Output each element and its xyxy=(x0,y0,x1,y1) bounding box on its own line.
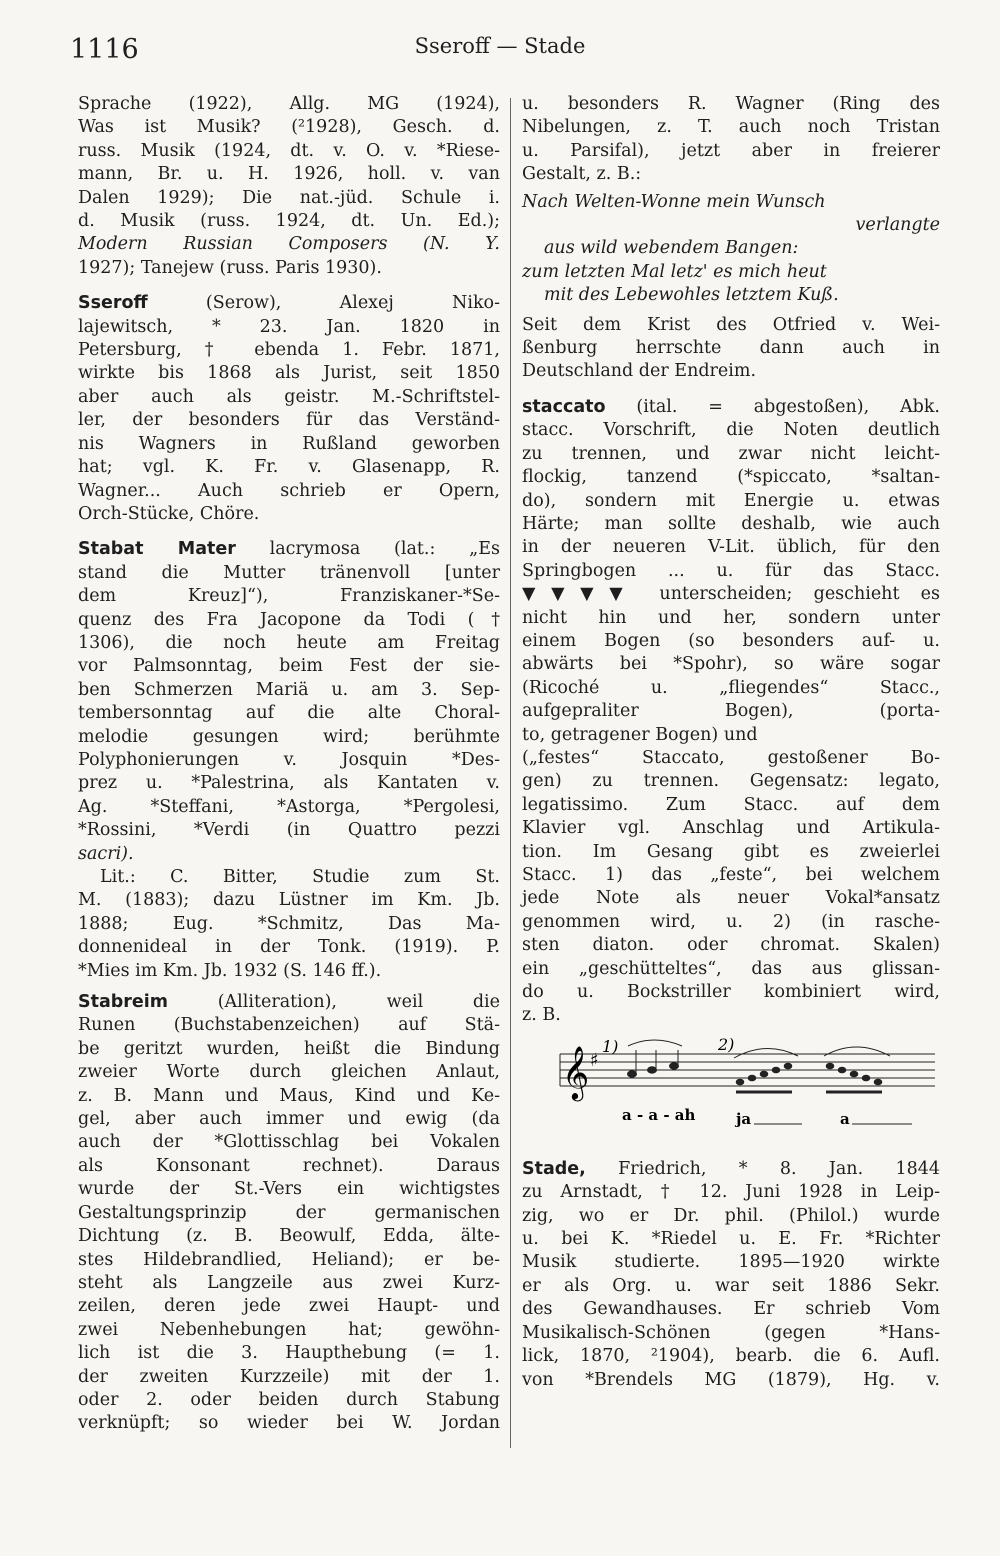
literature-line: M. (1883); dazu Lüstner im Km. Jb. xyxy=(78,890,500,911)
text-line: Wagner... Auch schrieb er Opern, xyxy=(78,480,500,501)
text-line: lajewitsch, * 23. Jan. 1820 in xyxy=(78,316,500,337)
text-line: dem Kreuz]“), Franziskaner-*Se- xyxy=(78,586,500,607)
text-line: auch der *Glottisschlag bei Vokalen xyxy=(78,1132,500,1153)
text-line: in der neueren V-Lit. üblich, für den xyxy=(522,537,940,558)
text-line: russ. Musik (1924, dt. v. O. v. *Riese- xyxy=(78,140,500,161)
entry-stabreim xyxy=(78,991,500,1436)
music-example xyxy=(540,1036,940,1128)
text-line: sten diaton. oder chromat. Skalen) xyxy=(522,935,940,956)
text-line: nicht hin und her, sondern unter xyxy=(522,607,940,628)
text-line: er als Org. u. war seit 1886 Sekr. xyxy=(522,1275,940,1296)
text-line: der zweiten Kurzzeile) mit der 1. xyxy=(78,1366,500,1387)
text-line: Friedrich, * 8. Jan. 1844 xyxy=(585,1158,940,1179)
verse-line: aus wild webendem Bangen: xyxy=(544,238,799,259)
text-line: hat; vgl. K. Fr. v. Glasenapp, R. xyxy=(78,457,500,478)
verse-quote xyxy=(522,191,940,308)
text-line: do), sondern mit Energie u. etwas xyxy=(522,490,940,511)
text-line: ein „geschütteltes“, das aus glissan- xyxy=(522,958,940,979)
text-line: (Serow), Alexej Niko- xyxy=(147,293,500,314)
continuation-text xyxy=(522,93,940,187)
text-line: Gestaltungsprinzip der germanischen xyxy=(78,1202,500,1223)
text-line: nis Wagners in Rußland geworben xyxy=(78,433,500,454)
text-line: ßenburg herrschte dann auch in xyxy=(522,338,940,359)
verse-line: mit des Lebewohles letztem Kuß. xyxy=(544,285,839,306)
text-line: wirkte bis 1868 als Jurist, seit 1850 xyxy=(78,363,500,384)
text-line: Musikalisch-Schönen (gegen *Hans- xyxy=(522,1322,940,1343)
text-line: z. B. Mann und Maus, Kind und Ke- xyxy=(78,1085,500,1106)
text-line: Seit dem Krist des Otfried v. Wei- xyxy=(522,314,940,335)
text-line: tion. Im Gesang gibt es zweierlei xyxy=(522,841,940,862)
text-line: Modern Russian Composers (N. Y. xyxy=(78,234,500,255)
sharp-sign-icon: ♯ xyxy=(590,1049,599,1071)
example-marker: 2) xyxy=(718,1035,735,1054)
text-line: 1306), die noch heute am Freitag xyxy=(78,632,500,653)
text-line: stes Hildebrandlied, Heliand); er be- xyxy=(78,1249,500,1270)
text-line: genommen wird, u. 2) (in rasche- xyxy=(522,911,940,932)
headword: Stabreim xyxy=(78,992,169,1013)
text-line: lich ist die 3. Haupthebung (= 1. xyxy=(78,1343,500,1364)
text-line: Petersburg, † ebenda 1. Febr. 1871, xyxy=(78,340,500,361)
text-line: zeilen, deren jede zwei Haupt- und xyxy=(78,1296,500,1317)
running-title: Sseroff — Stade xyxy=(414,34,586,58)
text-line: („festes“ Staccato, gestoßener Bo- xyxy=(522,747,940,768)
lyric-text: ja xyxy=(736,1109,752,1128)
text-line: stacc. Vorschrift, die Noten deutlich xyxy=(522,420,940,441)
example-marker: 1) xyxy=(602,1036,619,1056)
text-line: Musik studierte. 1895—1920 wirkte xyxy=(522,1252,940,1273)
lyric-text: a - a - ah xyxy=(622,1105,696,1124)
text-line: Sprache (1922), Allg. MG (1924), xyxy=(78,94,500,114)
headword: Stabat Mater xyxy=(78,539,236,560)
text-line: des Gewandhauses. Er schrieb Vom xyxy=(522,1299,940,1320)
text-line: do u. Bockstriller kombiniert wird, xyxy=(522,982,940,1003)
entry-sseroff xyxy=(78,292,500,526)
text-line: (ital. = abgestoßen), Abk. xyxy=(605,396,940,417)
text-line: Runen (Buchstabenzeichen) auf Stä- xyxy=(78,1015,500,1036)
text-line: Springbogen ... u. für das Stacc. xyxy=(522,560,940,581)
text-line: Was ist Musik? (²1928), Gesch. d. xyxy=(78,117,500,138)
text-line: steht als Langzeile aus zwei Kurz- xyxy=(78,1272,500,1293)
text-line: stand die Mutter tränenvoll [unter xyxy=(78,562,500,583)
text-line: als Konsonant rechnet). Daraus xyxy=(78,1155,500,1176)
text-line: wurde der St.-Vers ein wichtigstes xyxy=(78,1179,500,1200)
text-line: Gestalt, z. B.: xyxy=(522,164,642,185)
text-line: Deutschland der Endreim. xyxy=(522,361,757,382)
text-line: oder 2. oder beiden durch Stabung xyxy=(78,1389,500,1410)
text-line: lacrymosa (lat.: „Es xyxy=(235,539,500,560)
text-line: tembersonntag auf die alte Choral- xyxy=(78,703,500,724)
text-line: vor Palmsonntag, beim Fest der sie- xyxy=(78,656,500,677)
verse-line: Nach Welten-Wonne mein Wunsch xyxy=(522,191,826,212)
column-divider xyxy=(510,98,511,1448)
right-column xyxy=(522,93,940,1392)
text-line: Dalen 1929); Die nat.-jüd. Schule i. xyxy=(78,187,500,208)
text-line: Härte; man sollte deshalb, wie auch xyxy=(522,513,940,534)
text-line: von *Brendels MG (1879), Hg. v. xyxy=(522,1369,940,1390)
text-line: gel, aber auch immer und ewig (da xyxy=(78,1109,500,1130)
page-number: 1116 xyxy=(70,34,139,65)
text-line: Dichtung (z. B. Beowulf, Edda, älte- xyxy=(78,1226,500,1247)
text-line: d. Musik (russ. 1924, dt. Un. Ed.); xyxy=(78,211,500,232)
headword: Stade, xyxy=(522,1158,586,1179)
page-header xyxy=(70,34,930,74)
text-line: Klavier vgl. Anschlag und Artikula- xyxy=(522,818,940,839)
literature-line: Lit.: C. Bitter, Studie zum St. xyxy=(100,867,500,887)
text-line: flockig, tanzend (*spiccato, *saltan- xyxy=(522,467,940,488)
text-line: zu Arnstadt, † 12. Juni 1928 in Leip- xyxy=(522,1182,940,1203)
text-line: Polyphonierungen v. Josquin *Des- xyxy=(78,749,500,770)
text-line: zweier Worte durch gleichen Anlaut, xyxy=(78,1062,500,1083)
left-column xyxy=(78,93,500,1436)
verse-line: zum letzten Mal letz' es mich heut xyxy=(522,261,827,282)
text-line: mann, Br. u. H. 1926, holl. v. van xyxy=(78,164,500,185)
entry-stabat-mater xyxy=(78,538,500,983)
verse-line: verlangte xyxy=(855,215,940,236)
text-line: zwei Nebenhebungen hat; gewöhn- xyxy=(78,1319,500,1340)
text-line: abwärts bei *Spohr), so wäre sogar xyxy=(522,654,940,675)
literature-line: 1888; Eug. *Schmitz, Das Ma- xyxy=(78,913,500,934)
treble-clef-icon: 𝄞 xyxy=(562,1044,590,1099)
text-line: ben Schmerzen Mariä u. am 3. Sep- xyxy=(78,679,500,700)
text-line: (Alliteration), weil die xyxy=(168,992,500,1013)
text-line: zig, wo er Dr. phil. (Philol.) wurde xyxy=(522,1205,940,1226)
headword: staccato xyxy=(522,396,606,417)
literature-line: donnenideal in der Tonk. (1919). P. xyxy=(78,937,500,958)
text-line: Ag. *Steffani, *Astorga, *Pergolesi, xyxy=(78,796,500,817)
text-line: verknüpft; so wieder bei W. Jordan xyxy=(78,1413,500,1434)
text-line: u. besonders R. Wagner (Ring des xyxy=(522,94,940,114)
literature-line: *Mies im Km. Jb. 1932 (S. 146 ff.). xyxy=(78,960,382,981)
text-line: aufgepraliter Bogen), (porta- xyxy=(522,701,940,722)
notes-group-1 xyxy=(628,1040,683,1077)
headword: Sseroff xyxy=(78,293,148,314)
text-line: quenz des Fra Jacopone da Todi († xyxy=(78,609,500,630)
text-line: prez u. *Palestrina, als Kantaten v. xyxy=(78,773,500,794)
text-line: u. bei K. *Riedel u. E. Fr. *Richter xyxy=(522,1229,940,1250)
text-line: lick, 1870, ²1904), bearb. die 6. Aufl. xyxy=(522,1346,940,1367)
text-line: 1927); Tanejew (russ. Paris 1930). xyxy=(78,257,382,278)
text-line: einem Bogen (so besonders auf- u. xyxy=(522,630,940,651)
text-line: be geritzt wurden, heißt die Bindung xyxy=(78,1038,500,1059)
text-line: gen) zu trennen. Gegensatz: legato, xyxy=(522,771,940,792)
text-line: z. B. xyxy=(522,1005,561,1026)
text-line: to, getragener Bogen) und xyxy=(522,724,758,745)
text-line: (Ricoché u. „fliegendes“ Stacc., xyxy=(522,677,940,698)
entry-stade xyxy=(522,1158,940,1392)
text-line: aber auch als geistr. M.-Schriftstel- xyxy=(78,386,500,407)
text-line: legatissimo. Zum Stacc. auf dem xyxy=(522,794,940,815)
text-line: Orch-Stücke, Chöre. xyxy=(78,503,260,524)
text-line: jede Note als neuer Vokal*ansatz xyxy=(522,888,940,909)
lyric-text: a xyxy=(840,1109,850,1128)
entry-staccato xyxy=(522,396,940,1028)
after-verse-text xyxy=(522,314,940,384)
text-line: ▼▼▼▼ unterscheiden; geschieht es xyxy=(522,584,940,605)
text-line: melodie gesungen wird; berühmte xyxy=(78,726,500,747)
text-line: zu trennen, und zwar nicht leicht- xyxy=(522,443,940,464)
text-line: ler, der besonders für das Verständ- xyxy=(78,410,500,431)
text-line: Stacc. 1) das „feste“, bei welchem xyxy=(522,865,940,885)
continuation-text xyxy=(78,93,500,280)
text-line: sacri). xyxy=(78,843,134,864)
text-line: *Rossini, *Verdi (in Quattro pezzi xyxy=(78,820,500,841)
text-line: u. Parsifal), jetzt aber in freierer xyxy=(522,140,940,161)
text-line: Nibelungen, z. T. auch noch Tristan xyxy=(522,117,940,138)
